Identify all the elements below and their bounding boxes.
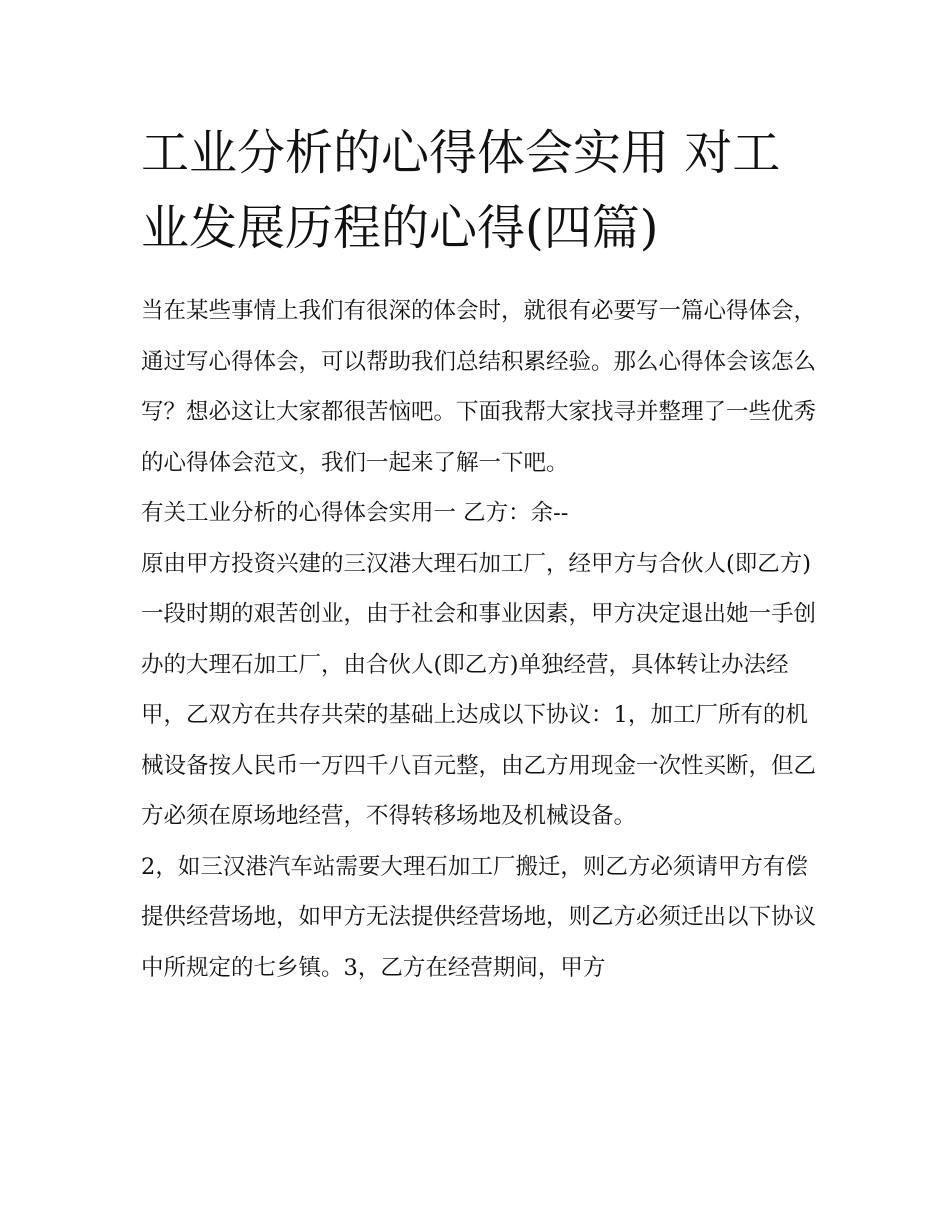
document-title: 工业分析的心得体会实用 对工业发展历程的心得(四篇) xyxy=(141,125,781,256)
paragraph-intro: 当在某些事情上我们有很深的体会时，就很有必要写一篇心得体会，通过写心得体会，可以帮助我们总结积累经验。那么心得体会该怎么写？想必这让大家都很苦恼吧。下面我帮大家找寻并整理了一些优秀的心得体会范文，我们一起来了解一下吧。 xyxy=(141,298,817,476)
paragraph-agreement-clause-2: 2，如三汉港汽车站需要大理石加工厂搬迁，则乙方必须请甲方有偿提供经营场地，如甲方无法提供经营场地，则乙方必须迁出以下协议中所规定的七乡镇。3，乙方在经营期间，甲方 xyxy=(141,853,817,981)
document-content xyxy=(141,116,821,993)
paragraph-section-heading: 有关工业分析的心得体会实用一 乙方：余-- xyxy=(141,500,569,526)
paragraph-agreement-body: 原由甲方投资兴建的三汉港大理石加工厂，经甲方与合伙人(即乙方)一段时期的艰苦创业，由于社会和事业因素，甲方决定退出她一手创办的大理石加工厂，由合伙人(即乙方)单独经营，具体转让办法经甲，乙双方在共存共荣的基础上达成以下协议：1，加工厂所有的机械设备按人民币一万四千八百元整，由乙方用现金一次性买断，但乙方必须在原场地经营，不得转移场地及机械设备。 xyxy=(141,550,817,829)
